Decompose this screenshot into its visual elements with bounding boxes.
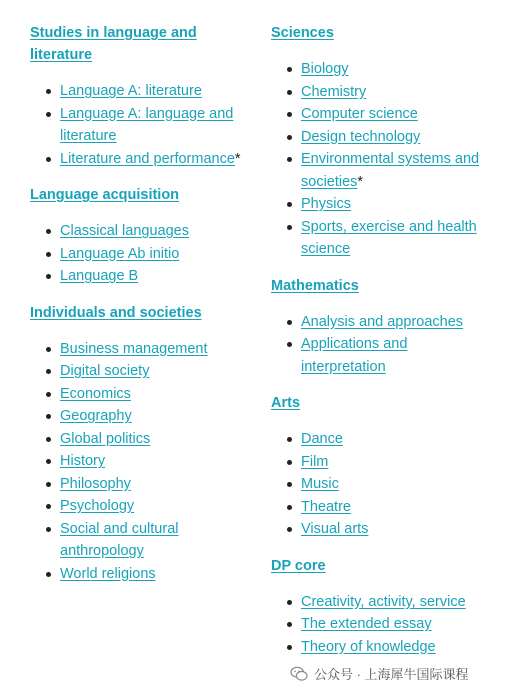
list-item xyxy=(46,428,255,451)
subject-list xyxy=(271,591,496,659)
list-item xyxy=(287,636,496,659)
subject-link-digital-society[interactable]: Digital society xyxy=(60,363,150,379)
list-item xyxy=(46,243,255,266)
subject-link-biology[interactable]: Biology xyxy=(301,61,349,77)
list-item xyxy=(287,591,496,614)
left-column xyxy=(30,22,255,599)
list-item xyxy=(46,80,255,103)
subject-link-applications-and-interpretation[interactable]: Applications and interpretation xyxy=(301,336,408,375)
subject-link-psychology[interactable]: Psychology xyxy=(60,498,135,514)
list-item xyxy=(46,383,255,406)
list-item xyxy=(287,103,496,126)
subject-link-language-a-literature[interactable]: Language A: literature xyxy=(60,83,202,99)
list-item xyxy=(46,495,255,518)
subject-link-physics[interactable]: Physics xyxy=(301,196,351,212)
heading-mathematics[interactable]: Mathematics xyxy=(271,277,359,294)
list-item xyxy=(46,518,255,563)
section-arts xyxy=(271,392,496,541)
list-item xyxy=(46,405,255,428)
list-item xyxy=(287,126,496,149)
subject-list xyxy=(30,338,255,586)
list-item xyxy=(287,428,496,451)
list-item xyxy=(287,193,496,216)
list-item xyxy=(287,148,496,193)
subject-link-classical-languages[interactable]: Classical languages xyxy=(60,223,189,239)
subject-list xyxy=(30,220,255,288)
list-item xyxy=(287,518,496,541)
subject-list xyxy=(30,80,255,170)
list-item xyxy=(46,450,255,473)
subject-link-literature-and-performance[interactable]: Literature and performance xyxy=(60,150,235,167)
list-item xyxy=(46,220,255,243)
subject-link-computer-science[interactable]: Computer science xyxy=(301,106,418,122)
subject-link-creativity-activity-service[interactable]: Creativity, activity, service xyxy=(301,593,466,610)
subject-link-dance[interactable]: Dance xyxy=(301,431,343,447)
list-item xyxy=(287,613,496,636)
heading-individuals-and-societies[interactable]: Individuals and societies xyxy=(30,304,202,321)
subject-link-world-religions[interactable]: World religions xyxy=(60,565,156,582)
footnote-star: * xyxy=(357,173,364,190)
footnote-star: * xyxy=(234,150,241,167)
subject-link-chemistry[interactable]: Chemistry xyxy=(301,83,367,100)
subject-link-language-a-language-and-literature[interactable]: Language A: language and literature xyxy=(60,105,234,144)
wechat-icon xyxy=(290,666,308,682)
list-item xyxy=(46,360,255,383)
list-item xyxy=(287,473,496,496)
list-item xyxy=(287,216,496,261)
subject-link-business-management[interactable]: Business management xyxy=(60,340,208,357)
list-item xyxy=(287,451,496,474)
subject-list xyxy=(271,428,496,541)
subject-link-language-b[interactable]: Language B xyxy=(60,268,139,284)
subject-link-global-politics[interactable]: Global politics xyxy=(60,430,151,447)
watermark xyxy=(286,662,473,685)
list-item xyxy=(46,265,255,288)
subject-link-design-technology[interactable]: Design technology xyxy=(301,128,421,145)
heading-arts[interactable]: Arts xyxy=(271,395,301,411)
subject-link-music[interactable]: Music xyxy=(301,476,339,492)
watermark-text: 公众号 · 上海犀牛国际课程 xyxy=(314,667,469,682)
subject-link-theory-of-knowledge[interactable]: Theory of knowledge xyxy=(301,638,436,655)
subject-link-visual-arts[interactable]: Visual arts xyxy=(301,521,369,537)
section-individuals-and-societies xyxy=(30,302,255,586)
section-language-acquisition xyxy=(30,184,255,288)
list-item xyxy=(46,148,255,171)
section-mathematics xyxy=(271,275,496,379)
subject-link-sports-exercise-and-health-science[interactable]: Sports, exercise and health science xyxy=(301,218,477,257)
section-dp-core xyxy=(271,555,496,659)
list-item xyxy=(46,338,255,361)
section-sciences xyxy=(271,22,496,261)
heading-sciences[interactable]: Sciences xyxy=(271,25,334,41)
list-item xyxy=(287,58,496,81)
subject-link-social-and-cultural-anthropology[interactable]: Social and cultural anthropology xyxy=(60,520,179,559)
subject-list xyxy=(271,311,496,379)
list-item xyxy=(46,473,255,496)
list-item xyxy=(46,103,255,148)
list-item xyxy=(287,311,496,334)
heading-language-acquisition[interactable]: Language acquisition xyxy=(30,187,180,203)
subject-link-theatre[interactable]: Theatre xyxy=(301,498,351,515)
subject-link-economics[interactable]: Economics xyxy=(60,385,131,402)
subject-link-history[interactable]: History xyxy=(60,453,106,469)
heading-dp-core[interactable]: DP core xyxy=(271,557,326,574)
subject-link-geography[interactable]: Geography xyxy=(60,408,132,424)
section-studies-in-language-and-literature xyxy=(30,22,255,170)
right-column xyxy=(271,22,496,672)
subject-link-philosophy[interactable]: Philosophy xyxy=(60,475,131,492)
subject-link-film[interactable]: Film xyxy=(301,453,329,470)
list-item xyxy=(46,563,255,586)
subject-list xyxy=(271,58,496,261)
subject-link-language-ab-initio[interactable]: Language Ab initio xyxy=(60,245,180,262)
subject-link-environmental-systems-and-societies[interactable]: Environmental systems and societies xyxy=(301,151,480,190)
list-item xyxy=(287,81,496,104)
heading-studies-in-language-and-literature[interactable]: Studies in language and literature xyxy=(30,25,197,63)
list-item xyxy=(287,333,496,378)
subject-link-the-extended-essay[interactable]: The extended essay xyxy=(301,616,432,632)
subject-link-analysis-and-approaches[interactable]: Analysis and approaches xyxy=(301,313,464,330)
list-item xyxy=(287,496,496,519)
